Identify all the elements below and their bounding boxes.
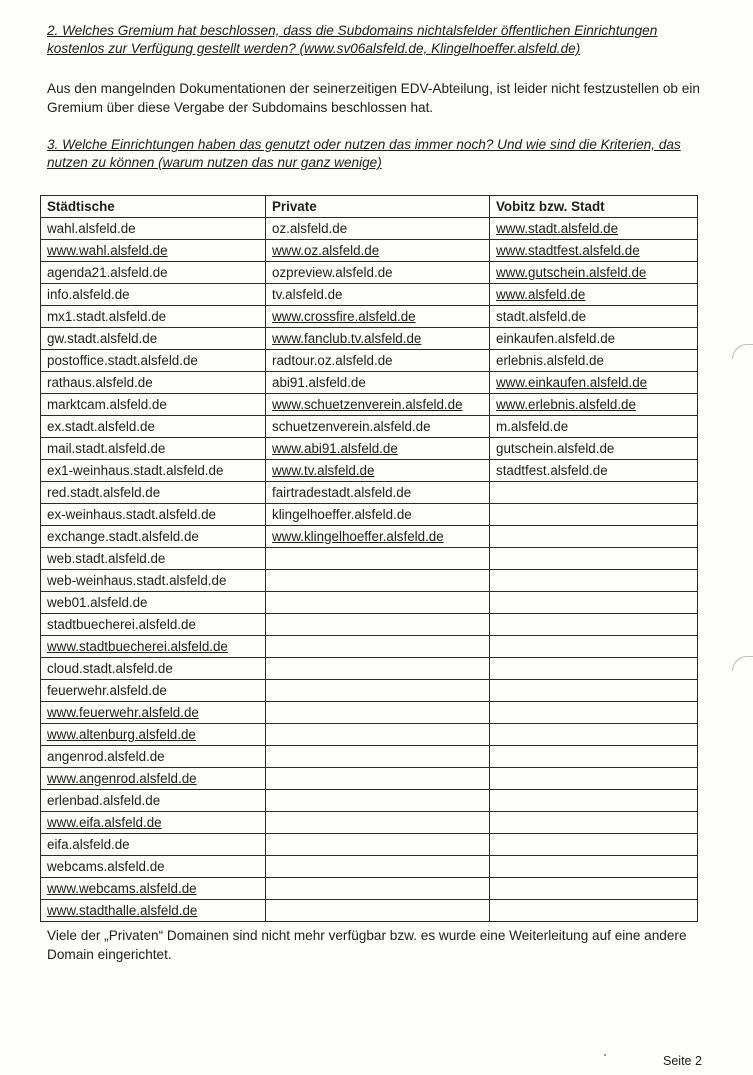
cell-private: radtour.oz.alsfeld.de [266, 350, 490, 372]
table-row [41, 306, 698, 328]
cell-private: abi91.alsfeld.de [266, 372, 490, 394]
cell-staedtische: agenda21.alsfeld.de [41, 262, 266, 284]
footnote: Viele der „Privaten“ Domainen sind nicht mehr verfügbar bzw. es wurde eine Weiterleitung auf eine andere Domain eingerichtet. [47, 928, 687, 962]
table-row [41, 680, 698, 702]
cell-private [266, 812, 490, 834]
cell-private: www.schuetzenverein.alsfeld.de [266, 394, 490, 416]
cell-vobitz-stadt [490, 570, 698, 592]
table-row [41, 636, 698, 658]
cell-vobitz-stadt [490, 592, 698, 614]
cell-private: www.crossfire.alsfeld.de [266, 306, 490, 328]
cell-private [266, 658, 490, 680]
table-row [41, 768, 698, 790]
cell-private [266, 636, 490, 658]
cell-private: www.fanclub.tv.alsfeld.de [266, 328, 490, 350]
cell-staedtische: ex.stadt.alsfeld.de [41, 416, 266, 438]
table-row [41, 350, 698, 372]
table-row [41, 460, 698, 482]
cell-staedtische: mail.stadt.alsfeld.de [41, 438, 266, 460]
cell-private: schuetzenverein.alsfeld.de [266, 416, 490, 438]
cell-private [266, 680, 490, 702]
cell-vobitz-stadt [490, 724, 698, 746]
answer-2: Aus den mangelnden Dokumentationen der seinerzeitigen EDV-Abteilung, ist leider nicht festzustellen ob ein Gremium über diese Vergabe der Subdomains beschlossen hat. [47, 81, 700, 115]
cell-vobitz-stadt: www.gutschein.alsfeld.de [490, 262, 698, 284]
cell-vobitz-stadt: www.alsfeld.de [490, 284, 698, 306]
cell-private [266, 702, 490, 724]
cell-staedtische: www.stadtbuecherei.alsfeld.de [41, 636, 266, 658]
table-row [41, 284, 698, 306]
cell-staedtische: marktcam.alsfeld.de [41, 394, 266, 416]
cell-private: klingelhoeffer.alsfeld.de [266, 504, 490, 526]
cell-vobitz-stadt: m.alsfeld.de [490, 416, 698, 438]
table-row [41, 878, 698, 900]
cell-vobitz-stadt [490, 548, 698, 570]
header-vobitz-stadt: Vobitz bzw. Stadt [490, 196, 698, 218]
cell-vobitz-stadt [490, 812, 698, 834]
cell-staedtische: web.stadt.alsfeld.de [41, 548, 266, 570]
table-row [41, 372, 698, 394]
cell-staedtische: www.angenrod.alsfeld.de [41, 768, 266, 790]
cell-staedtische: info.alsfeld.de [41, 284, 266, 306]
table-row [41, 504, 698, 526]
paper-mark [732, 656, 753, 671]
cell-staedtische: feuerwehr.alsfeld.de [41, 680, 266, 702]
cell-vobitz-stadt [490, 746, 698, 768]
table-row [41, 614, 698, 636]
cell-staedtische: cloud.stadt.alsfeld.de [41, 658, 266, 680]
cell-staedtische: red.stadt.alsfeld.de [41, 482, 266, 504]
cell-private [266, 900, 490, 922]
cell-staedtische: www.feuerwehr.alsfeld.de [41, 702, 266, 724]
cell-vobitz-stadt: www.stadt.alsfeld.de [490, 218, 698, 240]
cell-private: www.tv.alsfeld.de [266, 460, 490, 482]
table-row [41, 812, 698, 834]
question-3: 3. Welche Einrichtungen haben das genutzt oder nutzen das immer noch? Und wie sind die Kriterien, das nutzen zu können (warum nutzen das nur ganz wenige) [47, 137, 681, 170]
cell-private: www.oz.alsfeld.de [266, 240, 490, 262]
cell-vobitz-stadt: www.erlebnis.alsfeld.de [490, 394, 698, 416]
cell-staedtische: www.eifa.alsfeld.de [41, 812, 266, 834]
cell-vobitz-stadt [490, 790, 698, 812]
table-row [41, 658, 698, 680]
cell-staedtische: www.webcams.alsfeld.de [41, 878, 266, 900]
scan-speck [604, 1054, 606, 1056]
cell-private [266, 614, 490, 636]
cell-vobitz-stadt [490, 680, 698, 702]
header-private: Private [266, 196, 490, 218]
paper-mark [732, 344, 753, 359]
cell-private: ozpreview.alsfeld.de [266, 262, 490, 284]
cell-vobitz-stadt [490, 768, 698, 790]
cell-private [266, 592, 490, 614]
table-row [41, 394, 698, 416]
table-row [41, 328, 698, 350]
cell-vobitz-stadt [490, 658, 698, 680]
cell-staedtische: angenrod.alsfeld.de [41, 746, 266, 768]
table-row [41, 482, 698, 504]
cell-staedtische: mx1.stadt.alsfeld.de [41, 306, 266, 328]
table-row [41, 724, 698, 746]
cell-staedtische: ex-weinhaus.stadt.alsfeld.de [41, 504, 266, 526]
cell-vobitz-stadt: www.stadtfest.alsfeld.de [490, 240, 698, 262]
table-header-row [41, 196, 698, 218]
cell-private: oz.alsfeld.de [266, 218, 490, 240]
cell-vobitz-stadt: erlebnis.alsfeld.de [490, 350, 698, 372]
table-row [41, 262, 698, 284]
cell-staedtische: ex1-weinhaus.stadt.alsfeld.de [41, 460, 266, 482]
cell-private [266, 746, 490, 768]
cell-staedtische: stadtbuecherei.alsfeld.de [41, 614, 266, 636]
cell-vobitz-stadt: www.einkaufen.alsfeld.de [490, 372, 698, 394]
cell-vobitz-stadt: stadt.alsfeld.de [490, 306, 698, 328]
table-row [41, 416, 698, 438]
cell-vobitz-stadt [490, 900, 698, 922]
cell-private: www.klingelhoeffer.alsfeld.de [266, 526, 490, 548]
cell-vobitz-stadt [490, 482, 698, 504]
cell-private [266, 570, 490, 592]
cell-private [266, 790, 490, 812]
cell-vobitz-stadt: gutschein.alsfeld.de [490, 438, 698, 460]
cell-staedtische: rathaus.alsfeld.de [41, 372, 266, 394]
table-row [41, 548, 698, 570]
table-row [41, 526, 698, 548]
table-row [41, 746, 698, 768]
cell-vobitz-stadt [490, 636, 698, 658]
table-row [41, 218, 698, 240]
cell-vobitz-stadt [490, 834, 698, 856]
cell-staedtische: gw.stadt.alsfeld.de [41, 328, 266, 350]
table-row [41, 790, 698, 812]
cell-vobitz-stadt [490, 614, 698, 636]
cell-staedtische: web01.alsfeld.de [41, 592, 266, 614]
table-row [41, 438, 698, 460]
cell-private [266, 548, 490, 570]
cell-staedtische: webcams.alsfeld.de [41, 856, 266, 878]
table-row [41, 570, 698, 592]
cell-staedtische: www.altenburg.alsfeld.de [41, 724, 266, 746]
cell-private [266, 724, 490, 746]
cell-private: www.abi91.alsfeld.de [266, 438, 490, 460]
cell-staedtische: eifa.alsfeld.de [41, 834, 266, 856]
table-row [41, 702, 698, 724]
table-row [41, 240, 698, 262]
cell-staedtische: exchange.stadt.alsfeld.de [41, 526, 266, 548]
cell-vobitz-stadt: stadtfest.alsfeld.de [490, 460, 698, 482]
cell-staedtische: web-weinhaus.stadt.alsfeld.de [41, 570, 266, 592]
cell-private: fairtradestadt.alsfeld.de [266, 482, 490, 504]
cell-private [266, 768, 490, 790]
question-2: 2. Welches Gremium hat beschlossen, dass die Subdomains nichtalsfelder öffentlichen Einrichtungen kostenlos zur Verfügung gestellt werden? (www.sv06alsfeld.de, Klingelhoeffer.alsfeld.de) [47, 23, 658, 56]
page-number: Seite 2 [663, 1054, 702, 1068]
cell-vobitz-stadt [490, 526, 698, 548]
cell-vobitz-stadt [490, 856, 698, 878]
cell-vobitz-stadt [490, 504, 698, 526]
cell-vobitz-stadt [490, 878, 698, 900]
cell-private [266, 834, 490, 856]
cell-private [266, 878, 490, 900]
cell-private: tv.alsfeld.de [266, 284, 490, 306]
cell-staedtische: postoffice.stadt.alsfeld.de [41, 350, 266, 372]
header-staedtische: Städtische [41, 196, 266, 218]
table-row [41, 900, 698, 922]
subdomain-table [40, 195, 698, 922]
table-row [41, 834, 698, 856]
table-row [41, 856, 698, 878]
cell-staedtische: www.stadthalle.alsfeld.de [41, 900, 266, 922]
cell-private [266, 856, 490, 878]
cell-vobitz-stadt: einkaufen.alsfeld.de [490, 328, 698, 350]
cell-staedtische: wahl.alsfeld.de [41, 218, 266, 240]
cell-staedtische: www.wahl.alsfeld.de [41, 240, 266, 262]
table-row [41, 592, 698, 614]
cell-vobitz-stadt [490, 702, 698, 724]
cell-staedtische: erlenbad.alsfeld.de [41, 790, 266, 812]
